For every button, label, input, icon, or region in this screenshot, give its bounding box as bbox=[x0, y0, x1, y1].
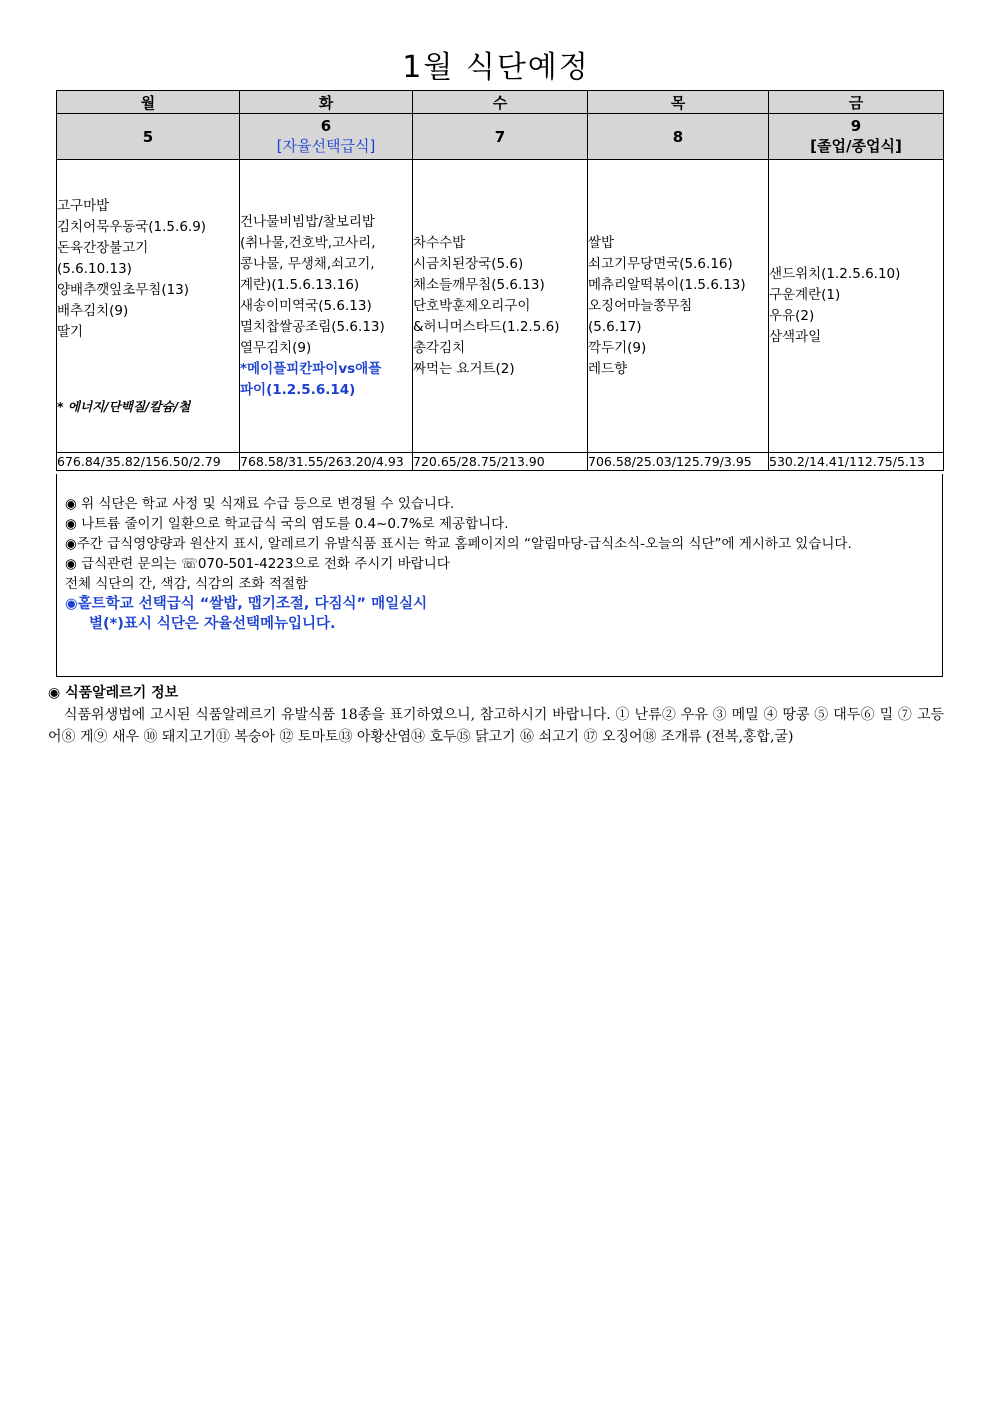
menu-item: 김치어묵우동국(1.5.6.9) bbox=[57, 218, 207, 235]
date-event: [졸업/종업식] bbox=[810, 137, 902, 155]
menu-row bbox=[57, 160, 944, 453]
date-cell bbox=[240, 114, 413, 160]
menu-item: 깍두기(9) bbox=[588, 339, 647, 356]
weekday-tue: 화 bbox=[240, 91, 413, 114]
notice-highlight: ◉홀트학교 선택급식 “쌀밥, 맵기조절, 다짐식” 매일실시 bbox=[65, 596, 428, 612]
menu-item: 총각김치 bbox=[413, 339, 466, 356]
menu-cell-fri bbox=[769, 160, 944, 453]
menu-item: 쌀밥 bbox=[588, 234, 615, 251]
menu-item: 건나물비빔밥/찰보리밥 bbox=[240, 213, 375, 230]
menu-item: 구운계란(1) bbox=[769, 287, 841, 303]
menu-cell-mon bbox=[57, 160, 240, 453]
date-number: 9 bbox=[850, 117, 862, 135]
menu-item: 단호박훈제오리구이 bbox=[413, 297, 531, 314]
menu-cell-wed bbox=[413, 160, 588, 453]
menu-item: 고구마밥 bbox=[57, 197, 110, 214]
menu-item: (5.6.17) bbox=[588, 318, 642, 335]
allergy-text: 식품위생법에 고시된 식품알레르기 유발식품 18종을 표기하였으니, 참고하시기 바랍니다. ① 난류② 우유 ③ 메밀 ④ 땅콩 ⑤ 대두⑥ 밀 ⑦ 고등어⑧ 게⑨ 새우 ⑩ 돼지고기⑪ 복숭아 ⑫ 토마토⑬ 아황산염⑭ 호두⑮ 닭고기 ⑯ 쇠고기 ⑰ 오징어⑱ 조개류 (전복,홍합,굴) bbox=[48, 707, 944, 745]
menu-item: (취나물,건호박,고사리, bbox=[240, 234, 376, 251]
date-cell bbox=[588, 114, 769, 160]
allergy-heading: ◉ 식품알레르기 정보 bbox=[48, 685, 179, 701]
date-number: 5 bbox=[142, 127, 154, 146]
weekday-row bbox=[57, 91, 944, 114]
menu-item: 새송이미역국(5.6.13) bbox=[240, 297, 372, 314]
date-number: 8 bbox=[672, 127, 684, 146]
menu-item: 삼색과일 bbox=[769, 329, 822, 345]
date-event: [자율선택급식] bbox=[276, 137, 376, 155]
menu-item: 콩나물, 무생채,쇠고기, bbox=[240, 255, 375, 272]
date-cell bbox=[57, 114, 240, 160]
menu-item: 시금치된장국(5.6) bbox=[413, 255, 524, 272]
nutrition-legend: * 에너지/단백질/칼슘/철 bbox=[57, 398, 191, 414]
notice-box bbox=[56, 474, 943, 677]
nutrition-value: 768.58/31.55/263.20/4.93 bbox=[240, 453, 413, 471]
date-number: 7 bbox=[494, 127, 506, 146]
notice-line: 전체 식단의 간, 색감, 식감의 조화 적절함 bbox=[65, 576, 308, 592]
menu-item: 양배추깻잎초무침(13) bbox=[57, 281, 190, 298]
menu-item: 배추김치(9) bbox=[57, 302, 129, 319]
notice-line: ◉ 위 식단은 학교 사정 및 식재료 수급 등으로 변경될 수 있습니다. bbox=[65, 496, 455, 512]
menu-item: 쇠고기무당면국(5.6.16) bbox=[588, 255, 733, 272]
special-menu-item: *메이플피칸파이vs애플파이(1.2.5.6.14) bbox=[240, 360, 382, 398]
menu-item: 돈육간장불고기 bbox=[57, 239, 149, 256]
menu-cell-thu bbox=[588, 160, 769, 453]
page-title: 1월 식단예정 bbox=[402, 50, 590, 85]
menu-item: 메츄리알떡볶이(1.5.6.13) bbox=[588, 276, 746, 293]
menu-item: &허니머스타드(1.2.5.6) bbox=[413, 318, 560, 335]
menu-item: 짜먹는 요거트(2) bbox=[413, 360, 515, 377]
menu-item: 레드향 bbox=[588, 360, 628, 377]
menu-item: (5.6.10.13) bbox=[57, 260, 132, 277]
menu-item: 샌드위치(1.2.5.6.10) bbox=[769, 266, 901, 282]
nutrition-value: 720.65/28.75/213.90 bbox=[413, 453, 588, 471]
menu-item: 멸치찹쌀공조림(5.6.13) bbox=[240, 318, 385, 335]
nutrition-value: 706.58/25.03/125.79/3.95 bbox=[588, 453, 769, 471]
notice-highlight: 별(*)표시 식단은 자율선택메뉴입니다. bbox=[89, 616, 336, 632]
notice-line: ◉ 급식관련 문의는 ☏070-501-4223으로 전화 주시기 바랍니다 bbox=[65, 556, 450, 572]
date-row bbox=[57, 114, 944, 160]
nutrition-value: 530.2/14.41/112.75/5.13 bbox=[769, 453, 944, 471]
date-cell bbox=[769, 114, 944, 160]
nutrition-value: 676.84/35.82/156.50/2.79 bbox=[57, 453, 240, 471]
meal-table bbox=[56, 90, 944, 471]
date-number: 6 bbox=[320, 117, 332, 135]
nutrition-row bbox=[57, 453, 944, 471]
notice-line: ◉주간 급식영양량과 원산지 표시, 알레르기 유발식품 표시는 학교 홈페이지의 “알림마당-급식소식-오늘의 식단”에 게시하고 있습니다. bbox=[65, 536, 852, 552]
weekday-mon: 월 bbox=[57, 91, 240, 114]
weekday-wed: 수 bbox=[413, 91, 588, 114]
menu-item: 채소들깨무침(5.6.13) bbox=[413, 276, 545, 293]
menu-item: 차수수밥 bbox=[413, 234, 466, 251]
weekday-fri: 금 bbox=[769, 91, 944, 114]
menu-item: 딸기 bbox=[57, 323, 84, 340]
menu-item: 우유(2) bbox=[769, 308, 815, 324]
date-cell bbox=[413, 114, 588, 160]
notice-line: ◉ 나트륨 줄이기 일환으로 학교급식 국의 염도를 0.4~0.7%로 제공합니다. bbox=[65, 516, 509, 532]
menu-cell-tue bbox=[240, 160, 413, 453]
weekday-thu: 목 bbox=[588, 91, 769, 114]
allergy-info bbox=[48, 682, 944, 748]
menu-item: 오징어마늘쫑무침 bbox=[588, 297, 693, 314]
menu-item: 열무김치(9) bbox=[240, 339, 312, 356]
menu-item: 계란)(1.5.6.13.16) bbox=[240, 276, 360, 293]
